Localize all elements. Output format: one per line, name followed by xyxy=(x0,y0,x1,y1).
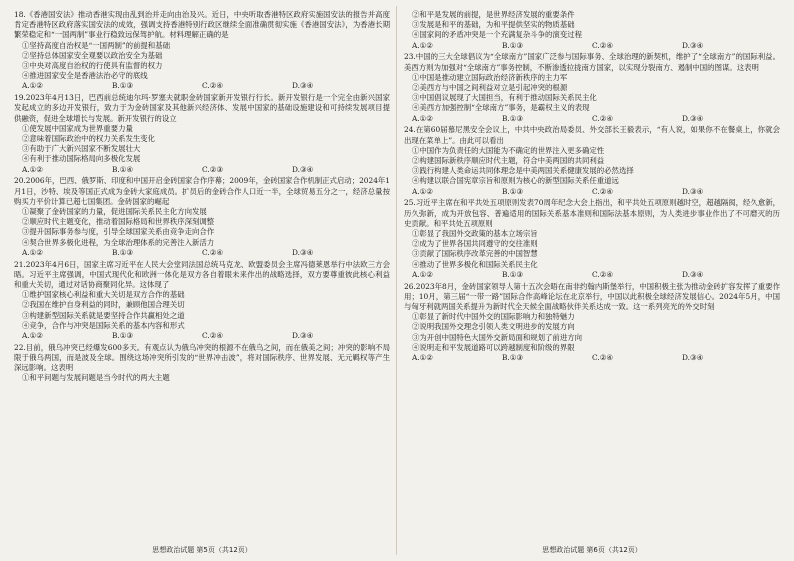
question-option: ④美西方加强控制“全球南方”事务，是霸权主义的表现 xyxy=(412,103,590,113)
answer-choices xyxy=(14,248,390,258)
answer-choice: B.①③ xyxy=(112,81,134,91)
question-option: ②坚持总体国家安全观要以政治安全为基础 xyxy=(22,50,163,60)
right-page xyxy=(404,10,780,561)
answer-choice: A.①② xyxy=(22,81,43,91)
question-option: ①中国作为负责任的大国能为不确定的世界注入更多确定性 xyxy=(412,145,605,155)
question-block xyxy=(404,198,780,280)
question-block xyxy=(404,52,780,123)
answer-choice: B.①③ xyxy=(502,186,524,196)
answer-choice: A.①② xyxy=(22,331,43,341)
answer-choice: B.①③ xyxy=(502,269,524,279)
question-block xyxy=(14,343,390,384)
left-page xyxy=(14,10,390,561)
answer-choice: A.①② xyxy=(412,269,433,279)
answer-choice: C.②④ xyxy=(592,186,613,196)
answer-choices xyxy=(404,114,780,124)
question-option: ①使发展中国家成为世界重要力量 xyxy=(22,123,133,133)
answer-choices xyxy=(404,353,780,363)
question-option: ③发展是和平的基础，为和平提供坚实的物质基础 xyxy=(412,20,575,30)
answer-choice: C.②④ xyxy=(202,81,223,91)
question-option: ③中央对高度自治权的行使具有监督的权力 xyxy=(22,61,163,71)
answer-choices xyxy=(14,165,390,175)
question-option: ④说明走和平发展道路可以跨越制度和阶级的界限 xyxy=(412,342,575,352)
question-option: ③构建新型国际关系就是要坚持合作共赢相处之道 xyxy=(22,310,185,320)
question-stem: 19.2023年4月13日，巴西前总统迪尔玛·罗塞夫就职金砖国家新开发银行行长。新开发银行是一个完全由新兴国家发起成立的多边开发银行，致力于为金砖国家及其他新兴经济体、发展中国家的基础设施建设和可持续发展项目提供融资，促进全球增长与发展。新开发银行的设立 xyxy=(14,93,390,123)
answer-choice: B.①③ xyxy=(502,113,524,123)
answer-choice: D.③④ xyxy=(292,247,314,257)
question-option: ①彰显了新时代中国外交的国际影响力和独特魅力 xyxy=(412,312,575,322)
answer-choices xyxy=(14,331,390,341)
question-stem: 21.2023年4月6日，国家主席习近平在人民大会堂同法国总统马克龙、欧盟委员会主席冯德莱恩举行中法欧三方会晤。习近平主席强调，中国式现代化和欧洲一体化是双方各自着眼未来作出的战略选择，双方要尊重彼此核心利益和重大关切，通过对话协商聚同化异。这体现了 xyxy=(14,259,390,290)
answer-choice: C.②④ xyxy=(592,269,613,279)
answer-choice: D.③④ xyxy=(682,113,704,123)
question-option: ③贡献了国际秩序改革完善的中国智慧 xyxy=(412,249,538,259)
question-stem: 18.《香港国安法》推动香港实现由乱到治并走向由治及兴。近日，中央听取香港特区政府实施国安法的报告并高度肯定香港特区政府落实国安法的成效，强调支持香港特别行政区继续全面准确贯彻实施《香港国安法》，为香港长期繁荣稳定和“一国两制”事业行稳致远保驾护航。材料理解正确的是 xyxy=(14,10,390,40)
answer-choice: B.①③ xyxy=(502,40,524,50)
answer-choice: D.③④ xyxy=(682,353,704,363)
left-page-footer: 思想政治试题 第5页（共12页） xyxy=(152,546,252,554)
question-option: ③践行构建人类命运共同体理念是中美两国关系健康发展的必然选择 xyxy=(412,166,634,176)
question-option: ②美西方与中国之间利益对立是引起冲突的根源 xyxy=(412,83,568,93)
answer-choice: D.③④ xyxy=(292,331,314,341)
right-question-list xyxy=(404,10,780,363)
question-option: ①维护国家核心利益和重大关切是双方合作的基础 xyxy=(22,290,185,300)
question-option: ②说明我国外交理念引领人类文明进步的发展方向 xyxy=(412,322,575,332)
question-stem: 20.2006年，巴西、俄罗斯、印度和中国开启金砖国家合作序幕；2009年，金砖国家合作机制正式启动；2024年1月1日，沙特、埃及等国正式成为金砖大家庭成员。扩员后的金砖合作人口近一半，全球贸易五分之一，经济总量按购买力平价计算已超七国集团。金砖国家的崛起 xyxy=(14,176,390,206)
answer-choice: C.②④ xyxy=(202,247,223,257)
question-option: ①凝聚了金砖国家的力量，促进国际关系民主化方向发展 xyxy=(22,207,207,217)
question-option: ②构建国际新秩序顺应时代主题，符合中美两国的共同利益 xyxy=(412,156,605,166)
question-block xyxy=(404,125,780,196)
question-option: ④推进国家安全是香港法治必守的底线 xyxy=(22,71,148,81)
question-option: ①中国是推动建立国际政治经济新秩序的主力军 xyxy=(412,72,568,82)
question-option: ④契合世界多极化进程，为全球治理体系的完善注入新活力 xyxy=(22,237,215,247)
question-stem: 25.习近平主席在和平共处五项原则发表70周年纪念大会上指出，和平共处五项原则越时空，超越隔阂，经久愈新，历久弥新，成为开放包容、普遍适用的国际关系基本准则和国际法基本原则，为人类进步事业作出了不可磨灭的历史贡献。和平共处五项原则 xyxy=(404,198,780,228)
answer-choice: B.①③ xyxy=(112,247,134,257)
answer-choice: D.③④ xyxy=(682,269,704,279)
question-option: ②成为了世界各国共同遵守的交往准则 xyxy=(412,239,538,249)
answer-choice: A.①② xyxy=(22,164,43,174)
answer-choice: C.②④ xyxy=(592,353,613,363)
question-stem: 24.在第60届慕尼黑安全会议上，中共中央政治局委员、外交部长王毅表示，“有人说，如果你不在餐桌上，你就会出现在菜单上”。由此可以看出 xyxy=(404,125,780,145)
answer-choice: A.①② xyxy=(412,186,433,196)
question-block xyxy=(14,10,390,92)
question-stem: 23.中国的三大全球倡议为“全球南方”国家广泛参与国际事务、全球治理的新契机，维护了“全球南方”的国际利益。美西方则为加强对“全球南方”事务控制，不断渗透拉拢南方国家，以实现分裂南方、遏制中国的图谋。这表明 xyxy=(404,52,780,72)
question-block xyxy=(14,93,390,175)
answer-choice: D.③④ xyxy=(682,186,704,196)
answer-choice: B.①③ xyxy=(502,353,524,363)
question-option: ④竞争，合作与冲突是国际关系的基本内容和形式 xyxy=(22,320,185,330)
question-option: ③为开创中国特色大国外交新局面和规划了前进方向 xyxy=(412,332,582,342)
answer-choice: D.③④ xyxy=(682,40,704,50)
answer-choice: B.①④ xyxy=(112,164,134,174)
answer-choice: C.②④ xyxy=(592,113,613,123)
answer-choice: C.②③ xyxy=(202,164,223,174)
page-divider xyxy=(396,6,397,555)
question-block xyxy=(404,282,780,364)
answer-choice: C.②④ xyxy=(592,40,613,50)
answer-choice: A.①② xyxy=(412,40,433,50)
question-option: ①彰显了我国外交政策的基本立场宗旨 xyxy=(412,229,538,239)
answer-choice: A.①② xyxy=(412,353,433,363)
question-block xyxy=(14,260,390,342)
question-option: ③有助于广大新兴国家不断发展壮大 xyxy=(22,144,141,154)
question-option: ④国家间的矛盾冲突是一个充满复杂斗争的演变过程 xyxy=(412,30,582,40)
right-page-footer: 思想政治试题 第6页（共12页） xyxy=(542,546,642,554)
answer-choice: D.③④ xyxy=(292,81,314,91)
question-stem: 22.目前，俄乌冲突已经爆发600多天。有观点认为俄乌冲突的根源不在俄乌之间，而在俄美之间；冲突的影响不局限于俄乌两国，而是波及全球。围绕这场冲突所引发的“世界冲击波”，将对国际秩序、世界发展、无元羁权等产生深远影响。这表明 xyxy=(14,342,390,373)
answer-choices xyxy=(404,270,780,280)
question-option: ③中国倡议展现了大国担当，有利于推动国际关系民主化 xyxy=(412,93,597,103)
question-option: ②和平是发展的前提，是世界经济发展的重要条件 xyxy=(412,10,575,19)
answer-choice: B.①③ xyxy=(112,331,134,341)
question-option: ②顺应时代主题变化，推动着国际格局和世界秩序深刻调整 xyxy=(22,217,215,227)
question-option: ①坚持高度自治权是“一国两制”的前提和基础 xyxy=(22,40,170,50)
question-block xyxy=(404,10,780,51)
question-option: ③提升国际事务参与度，引导全球国家关系由竞争走向合作 xyxy=(22,227,215,237)
question-option: ②我国在维护自身利益的同时，兼顾他国合理关切 xyxy=(22,300,185,310)
answer-choice: D.③④ xyxy=(292,164,314,174)
answer-choice: C.②④ xyxy=(202,331,223,341)
answer-choices xyxy=(404,41,780,51)
question-option: ①和平问题与发展问题是当今时代的两大主题 xyxy=(22,373,170,383)
question-option: ④有利于推动国际格局向多极化发展 xyxy=(22,154,141,164)
answer-choice: A.①② xyxy=(22,247,43,257)
answer-choice: A.①② xyxy=(412,113,433,123)
question-option: ④推动了世界多极化和国际关系民主化 xyxy=(412,259,538,269)
answer-choices xyxy=(404,187,780,197)
question-option: ④构建以联合国宪章宗旨和原则为核心的新型国际关系任重道远 xyxy=(412,176,619,186)
left-question-list xyxy=(14,10,390,384)
answer-choices xyxy=(14,81,390,91)
question-block xyxy=(14,176,390,258)
question-option: ②意味着国际政治中的权力关系发生变化 xyxy=(22,134,156,144)
question-stem: 26.2023年8月，金砖国家领导人第十五次会晤在南非约翰内斯堡举行，中国积极主张为推动金砖扩容发挥了重要作用；10月，第三届“一带一路”国际合作高峰论坛在北京举行，中国以此积极全球经济发展信心。2024年5月，中国与匈牙利就两国关系提升为新时代全天候全面战略伙伴关系达成一致。这一系列亮光的外交时刻 xyxy=(404,281,780,312)
